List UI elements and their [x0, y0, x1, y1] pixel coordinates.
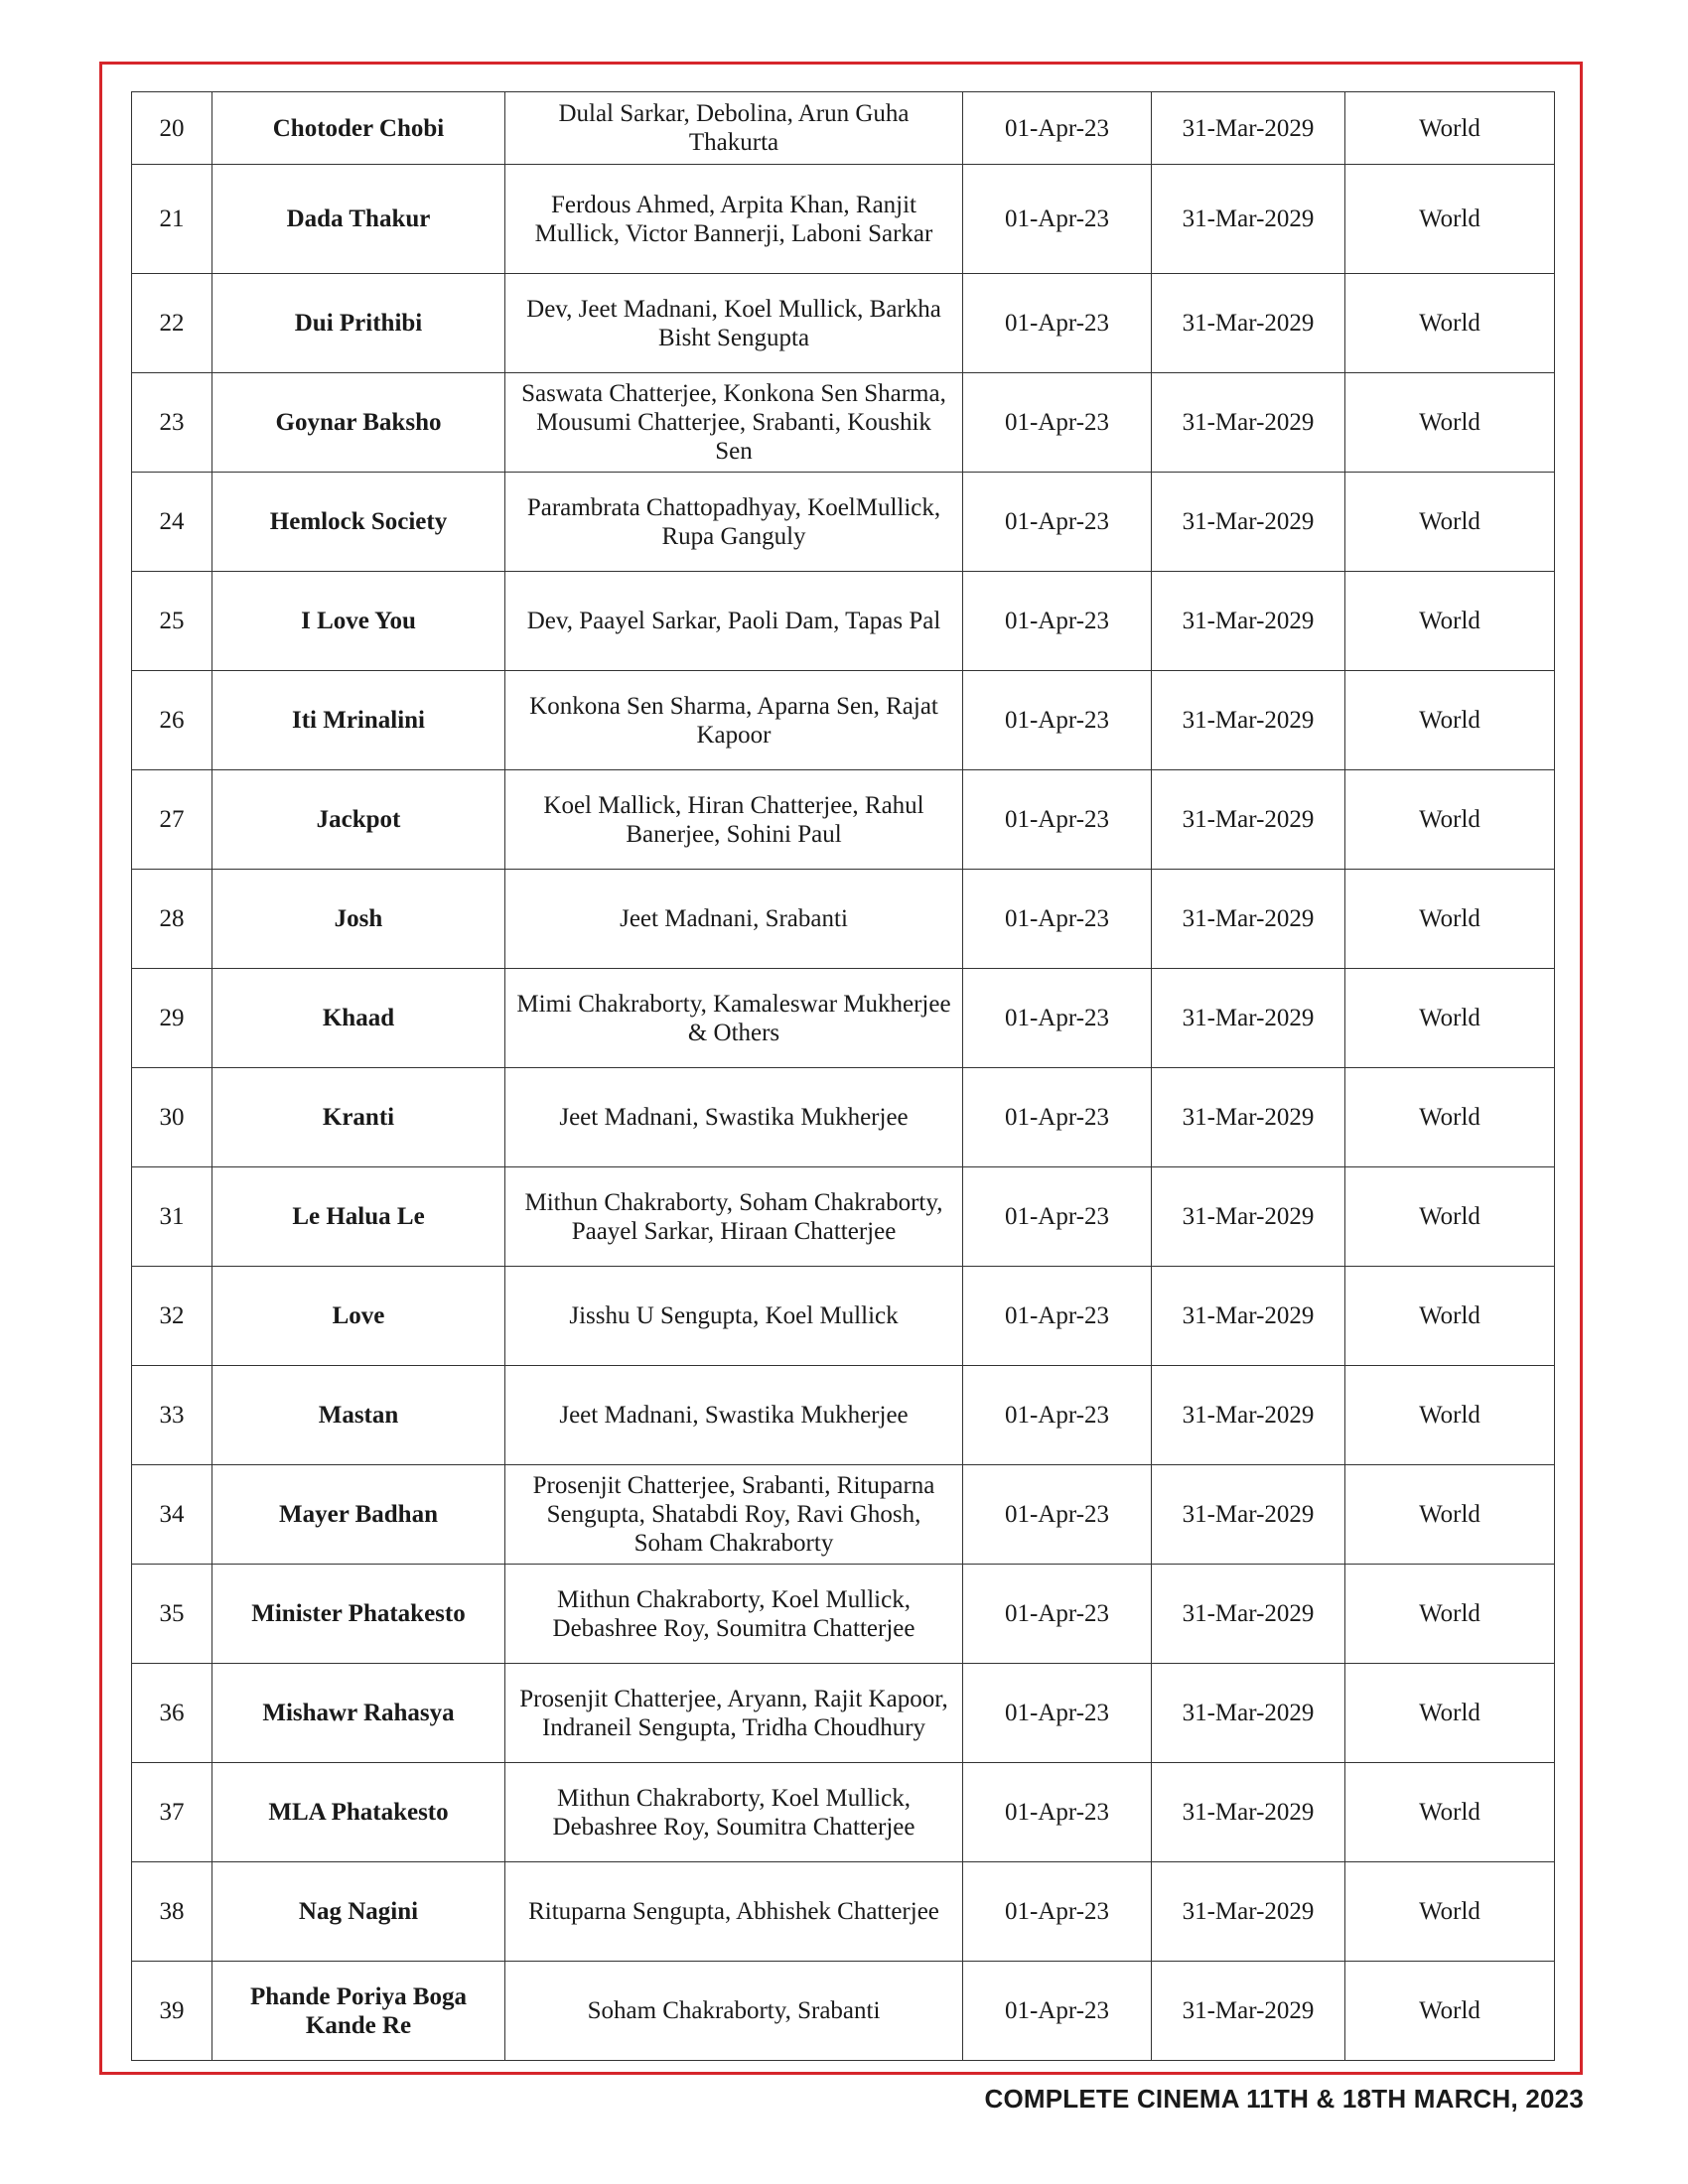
film-number: 21: [132, 165, 212, 274]
film-number: 30: [132, 1068, 212, 1167]
film-title: Mastan: [212, 1366, 505, 1465]
rights-territory: World: [1345, 1763, 1555, 1862]
rights-territory: World: [1345, 1366, 1555, 1465]
film-title: Minister Phatakesto: [212, 1565, 505, 1664]
film-rows: [132, 92, 1555, 2061]
film-title: Jackpot: [212, 770, 505, 870]
rights-end-date: 31-Mar-2029: [1152, 92, 1345, 165]
rights-start-date: 01-Apr-23: [963, 1366, 1152, 1465]
rights-territory: World: [1345, 92, 1555, 165]
rights-start-date: 01-Apr-23: [963, 671, 1152, 770]
film-number: 38: [132, 1862, 212, 1962]
film-number: 27: [132, 770, 212, 870]
rights-end-date: 31-Mar-2029: [1152, 373, 1345, 473]
table-row: [132, 1465, 1555, 1565]
rights-start-date: 01-Apr-23: [963, 1068, 1152, 1167]
rights-territory: World: [1345, 1068, 1555, 1167]
rights-end-date: 31-Mar-2029: [1152, 1167, 1345, 1267]
rights-end-date: 31-Mar-2029: [1152, 1565, 1345, 1664]
rights-end-date: 31-Mar-2029: [1152, 1267, 1345, 1366]
film-cast: Mithun Chakraborty, Soham Chakraborty, Paayel Sarkar, Hiraan Chatterjee: [505, 1167, 963, 1267]
footer-caption: COMPLETE CINEMA 11TH & 18TH MARCH, 2023: [984, 2084, 1584, 2114]
film-title: Chotoder Chobi: [212, 92, 505, 165]
rights-territory: World: [1345, 274, 1555, 373]
film-title: Kranti: [212, 1068, 505, 1167]
film-number: 28: [132, 870, 212, 969]
film-title: Dui Prithibi: [212, 274, 505, 373]
film-number: 33: [132, 1366, 212, 1465]
rights-start-date: 01-Apr-23: [963, 1167, 1152, 1267]
film-title: Nag Nagini: [212, 1862, 505, 1962]
film-cast: Dev, Paayel Sarkar, Paoli Dam, Tapas Pal: [505, 572, 963, 671]
rights-end-date: 31-Mar-2029: [1152, 1068, 1345, 1167]
rights-territory: World: [1345, 1862, 1555, 1962]
film-number: 31: [132, 1167, 212, 1267]
rights-start-date: 01-Apr-23: [963, 1763, 1152, 1862]
rights-territory: World: [1345, 969, 1555, 1068]
rights-end-date: 31-Mar-2029: [1152, 671, 1345, 770]
rights-start-date: 01-Apr-23: [963, 572, 1152, 671]
table-row: [132, 473, 1555, 572]
table-row: [132, 969, 1555, 1068]
rights-end-date: 31-Mar-2029: [1152, 969, 1345, 1068]
rights-territory: World: [1345, 1267, 1555, 1366]
rights-end-date: 31-Mar-2029: [1152, 572, 1345, 671]
rights-start-date: 01-Apr-23: [963, 870, 1152, 969]
film-cast: Prosenjit Chatterjee, Aryann, Rajit Kapoor, Indraneil Sengupta, Tridha Choudhury: [505, 1664, 963, 1763]
rights-start-date: 01-Apr-23: [963, 1962, 1152, 2061]
table-row: [132, 671, 1555, 770]
film-number: 32: [132, 1267, 212, 1366]
film-cast: Rituparna Sengupta, Abhishek Chatterjee: [505, 1862, 963, 1962]
rights-start-date: 01-Apr-23: [963, 1267, 1152, 1366]
table-row: [132, 373, 1555, 473]
table-row: [132, 165, 1555, 274]
film-title: Love: [212, 1267, 505, 1366]
rights-territory: World: [1345, 1167, 1555, 1267]
film-cast: Jeet Madnani, Swastika Mukherjee: [505, 1068, 963, 1167]
film-cast: Soham Chakraborty, Srabanti: [505, 1962, 963, 2061]
film-title: Phande Poriya Boga Kande Re: [212, 1962, 505, 2061]
rights-territory: World: [1345, 1465, 1555, 1565]
table-row: [132, 92, 1555, 165]
rights-territory: World: [1345, 1565, 1555, 1664]
rights-territory: World: [1345, 572, 1555, 671]
film-title: Hemlock Society: [212, 473, 505, 572]
table-row: [132, 770, 1555, 870]
rights-territory: World: [1345, 870, 1555, 969]
rights-territory: World: [1345, 671, 1555, 770]
film-cast: Dev, Jeet Madnani, Koel Mullick, Barkha Bisht Sengupta: [505, 274, 963, 373]
film-cast: Ferdous Ahmed, Arpita Khan, Ranjit Mullick, Victor Bannerji, Laboni Sarkar: [505, 165, 963, 274]
rights-start-date: 01-Apr-23: [963, 1862, 1152, 1962]
film-rights-table: [131, 91, 1555, 2061]
film-cast: Saswata Chatterjee, Konkona Sen Sharma, Mousumi Chatterjee, Srabanti, Koushik Sen: [505, 373, 963, 473]
film-cast: Jeet Madnani, Swastika Mukherjee: [505, 1366, 963, 1465]
film-title: Mayer Badhan: [212, 1465, 505, 1565]
rights-end-date: 31-Mar-2029: [1152, 473, 1345, 572]
rights-territory: World: [1345, 1664, 1555, 1763]
film-number: 25: [132, 572, 212, 671]
film-number: 23: [132, 373, 212, 473]
rights-territory: World: [1345, 165, 1555, 274]
rights-start-date: 01-Apr-23: [963, 274, 1152, 373]
film-title: Khaad: [212, 969, 505, 1068]
film-cast: Jeet Madnani, Srabanti: [505, 870, 963, 969]
rights-end-date: 31-Mar-2029: [1152, 1862, 1345, 1962]
film-number: 22: [132, 274, 212, 373]
rights-end-date: 31-Mar-2029: [1152, 1763, 1345, 1862]
film-number: 29: [132, 969, 212, 1068]
film-cast: Dulal Sarkar, Debolina, Arun Guha Thakurta: [505, 92, 963, 165]
film-cast: Mimi Chakraborty, Kamaleswar Mukherjee & Others: [505, 969, 963, 1068]
rights-territory: World: [1345, 770, 1555, 870]
film-number: 39: [132, 1962, 212, 2061]
table-row: [132, 572, 1555, 671]
rights-end-date: 31-Mar-2029: [1152, 870, 1345, 969]
film-cast: Konkona Sen Sharma, Aparna Sen, Rajat Kapoor: [505, 671, 963, 770]
table-row: [132, 1167, 1555, 1267]
rights-start-date: 01-Apr-23: [963, 1565, 1152, 1664]
film-title: Dada Thakur: [212, 165, 505, 274]
table-row: [132, 1267, 1555, 1366]
film-title: Goynar Baksho: [212, 373, 505, 473]
film-cast: Prosenjit Chatterjee, Srabanti, Rituparna Sengupta, Shatabdi Roy, Ravi Ghosh, Soham Chakraborty: [505, 1465, 963, 1565]
rights-start-date: 01-Apr-23: [963, 373, 1152, 473]
rights-end-date: 31-Mar-2029: [1152, 1465, 1345, 1565]
film-title: Josh: [212, 870, 505, 969]
film-number: 35: [132, 1565, 212, 1664]
rights-end-date: 31-Mar-2029: [1152, 1962, 1345, 2061]
rights-start-date: 01-Apr-23: [963, 473, 1152, 572]
film-cast: Koel Mallick, Hiran Chatterjee, Rahul Banerjee, Sohini Paul: [505, 770, 963, 870]
table-row: [132, 1565, 1555, 1664]
table-row: [132, 1763, 1555, 1862]
film-title: Le Halua Le: [212, 1167, 505, 1267]
rights-end-date: 31-Mar-2029: [1152, 274, 1345, 373]
table-row: [132, 1664, 1555, 1763]
film-number: 26: [132, 671, 212, 770]
rights-end-date: 31-Mar-2029: [1152, 770, 1345, 870]
film-title: Mishawr Rahasya: [212, 1664, 505, 1763]
table-row: [132, 274, 1555, 373]
rights-end-date: 31-Mar-2029: [1152, 165, 1345, 274]
table-row: [132, 1962, 1555, 2061]
rights-territory: World: [1345, 373, 1555, 473]
rights-start-date: 01-Apr-23: [963, 1465, 1152, 1565]
table-row: [132, 1366, 1555, 1465]
table-row: [132, 870, 1555, 969]
table-row: [132, 1862, 1555, 1962]
rights-start-date: 01-Apr-23: [963, 92, 1152, 165]
rights-start-date: 01-Apr-23: [963, 1664, 1152, 1763]
rights-start-date: 01-Apr-23: [963, 969, 1152, 1068]
rights-territory: World: [1345, 473, 1555, 572]
rights-territory: World: [1345, 1962, 1555, 2061]
film-number: 36: [132, 1664, 212, 1763]
rights-end-date: 31-Mar-2029: [1152, 1366, 1345, 1465]
film-title: I Love You: [212, 572, 505, 671]
rights-start-date: 01-Apr-23: [963, 770, 1152, 870]
film-number: 24: [132, 473, 212, 572]
film-cast: Mithun Chakraborty, Koel Mullick, Debashree Roy, Soumitra Chatterjee: [505, 1565, 963, 1664]
film-title: MLA Phatakesto: [212, 1763, 505, 1862]
film-cast: Mithun Chakraborty, Koel Mullick, Debashree Roy, Soumitra Chatterjee: [505, 1763, 963, 1862]
film-cast: Jisshu U Sengupta, Koel Mullick: [505, 1267, 963, 1366]
film-title: Iti Mrinalini: [212, 671, 505, 770]
table-row: [132, 1068, 1555, 1167]
film-number: 34: [132, 1465, 212, 1565]
rights-end-date: 31-Mar-2029: [1152, 1664, 1345, 1763]
film-number: 20: [132, 92, 212, 165]
film-number: 37: [132, 1763, 212, 1862]
film-cast: Parambrata Chattopadhyay, KoelMullick, Rupa Ganguly: [505, 473, 963, 572]
rights-start-date: 01-Apr-23: [963, 165, 1152, 274]
